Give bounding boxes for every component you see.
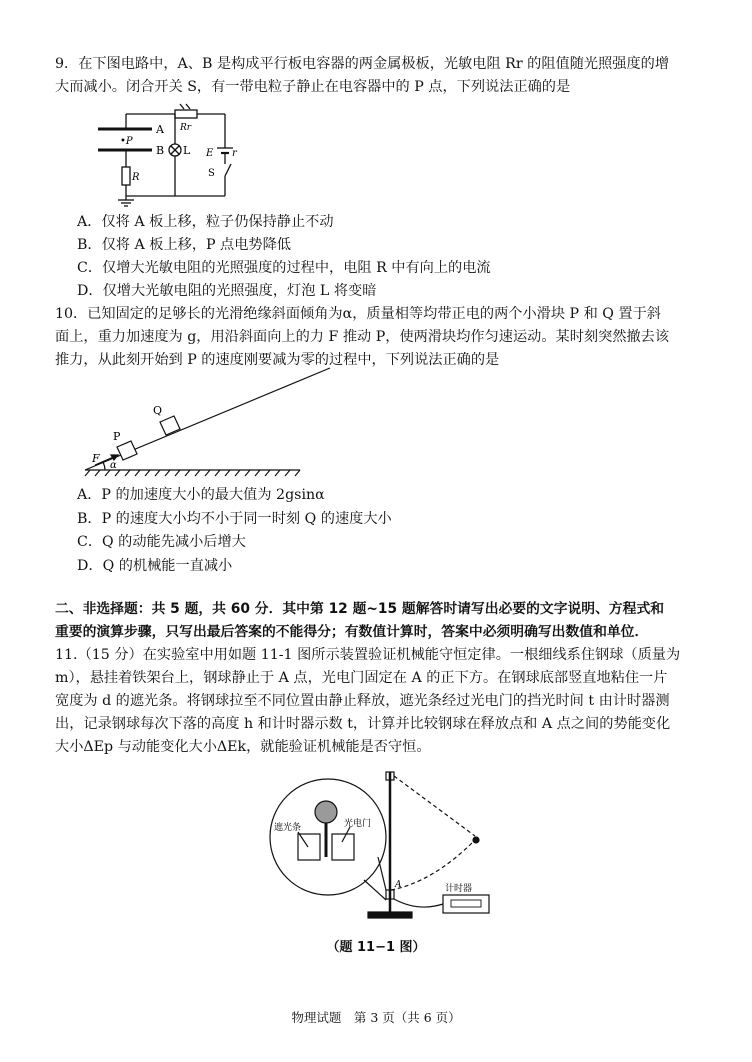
photoresistor-label: Rr	[180, 123, 192, 133]
q11-stem-line4: 出，记录钢球每次下落的高度 h 和计时器示数 t，计算并比较钢球在释放点和 A 点之间的势能变化	[55, 716, 671, 732]
q9-option-a: A．仅将 A 板上移，粒子仍保持静止不动	[77, 214, 334, 230]
plate-a-label: A	[156, 123, 164, 136]
point-a-label: A	[395, 880, 402, 890]
emf-label: E	[206, 148, 214, 159]
q10-stem-line3: 推力，从此刻开始到 P 的速度刚要减为零的过程中，下列说法正确的是	[55, 352, 500, 368]
page-footer: 物理试题 第 3 页（共 6 页）	[291, 1010, 461, 1025]
q10-option-a: A．P 的加速度大小的最大值为 2gsinα	[77, 487, 325, 503]
block-q-label: Q	[153, 404, 163, 417]
point-p-label: •P	[120, 136, 133, 147]
angle-alpha-label: α	[110, 460, 117, 471]
q11-stem-line2: m），悬挂着铁架台上，钢球静止于 A 点，光电门固定在 A 的正下方。在钢球底部竖直地粘住一片	[55, 670, 668, 686]
section2-heading-line2: 重要的演算步骤，只写出最后答案的不能得分；有数值计算时，答案中必须明确写出数值和单位．	[55, 624, 649, 640]
block-p-label: P	[113, 430, 121, 443]
switch-label: S	[208, 168, 215, 179]
q10-option-b: B．P 的速度大小均不小于同一时刻 Q 的速度大小	[77, 511, 392, 527]
q10-stem-line2: 面上，重力加速度为 g，用沿斜面向上的力 F 推动 P，使两滑块均作匀速运动。某时刻突然撤去该	[55, 329, 670, 345]
q9-option-b: B．仅将 A 板上移，P 点电势降低	[77, 237, 291, 253]
force-f-label: F	[92, 452, 100, 465]
q10-option-d: D．Q 的机械能一直减小	[77, 558, 233, 574]
q11-stem-line1: 11.（15 分）在实验室中用如题 11-1 图所示装置验证机械能守恒定律。一根细线系住钢球（质量为	[55, 647, 681, 663]
q11-stem-line3: 宽度为 d 的遮光条。将钢球拉至不同位置由静止释放，遮光条经过光电门的挡光时间 t 由计时器测	[55, 693, 670, 709]
shade-strip-label: 遮光条	[274, 823, 302, 833]
q9-stem-line2: 大而减小。闭合开关 S，有一带电粒子静止在电容器中的 P 点，下列说法正确的是	[55, 79, 571, 95]
q10-stem-line1: 10．已知固定的足够长的光滑绝缘斜面倾角为α，质量相等均带正电的两个小滑块 P 和 Q 置于斜	[55, 306, 661, 322]
q10-option-c: C．Q 的动能先减小后增大	[77, 534, 246, 550]
q11-stem-line5: 大小ΔEp 与动能变化大小ΔEk，就能验证机械能是否守恒。	[55, 739, 431, 755]
photogate-label: 光电门	[344, 819, 372, 829]
q9-circuit-diagram	[90, 104, 240, 214]
q11-apparatus-diagram	[268, 762, 528, 932]
lamp-label: L	[183, 144, 191, 157]
q11-figure-caption: （题 11−1 图）	[326, 940, 426, 955]
section2-heading-line1: 二、非选择题：共 5 题，共 60 分．其中第 12 题~15 题解答时请写出必要的文字说明、方程式和	[55, 601, 665, 617]
timer-label: 计时器	[445, 884, 473, 894]
plate-b-label: B	[156, 144, 165, 157]
q9-stem-line1: 9．在下图电路中，A、B 是构成平行板电容器的两金属极板，光敏电阻 Rr 的阻值随光照强度的增	[55, 56, 670, 72]
q10-incline-diagram	[80, 368, 340, 483]
internal-resistance-label: r	[232, 148, 237, 159]
q9-option-d: D．仅增大光敏电阻的光照强度，灯泡 L 将变暗	[77, 283, 377, 299]
resistor-r-label: R	[132, 172, 140, 183]
q9-option-c: C．仅增大光敏电阻的光照强度的过程中，电阻 R 中有向上的电流	[77, 260, 491, 276]
